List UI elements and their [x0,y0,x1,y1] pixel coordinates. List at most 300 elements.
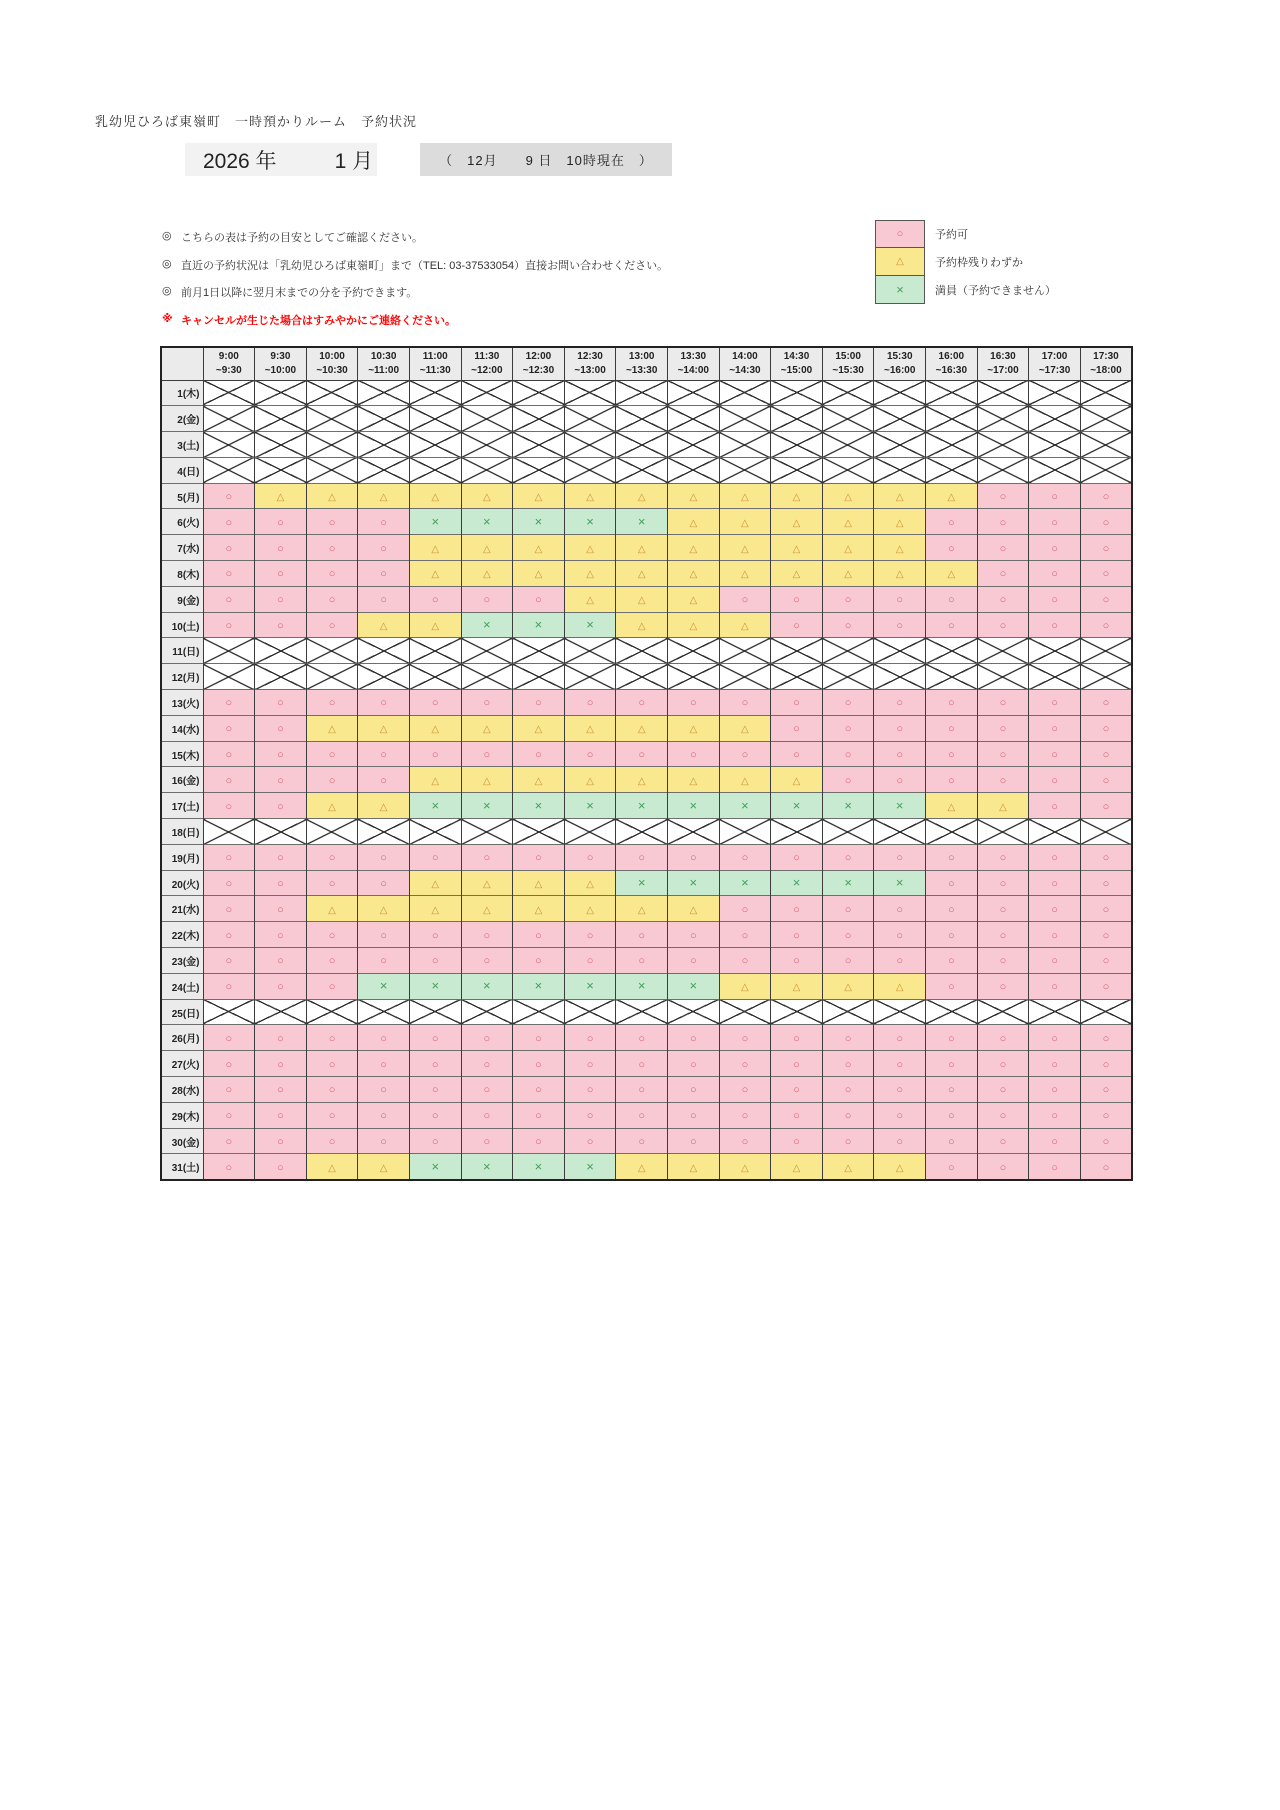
slot-cell-few-remaining [306,793,358,819]
slot-cell-full [513,612,565,638]
slot-cell-available [926,715,978,741]
slot-cell-closed [822,380,874,406]
status-symbol-available: ○ [1102,1161,1110,1174]
slot-cell-few-remaining [667,612,719,638]
slot-cell-few-remaining [306,896,358,922]
slot-cell-full [461,509,513,535]
note-marker: ※ [162,312,173,325]
status-symbol-available: ○ [844,774,852,787]
slot-cell-available [255,922,307,948]
slot-cell-available [616,922,668,948]
legend-swatch-few-remaining [875,248,925,276]
status-symbol-available: ○ [431,929,439,942]
slot-cell-closed [667,380,719,406]
slot-cell-available [306,586,358,612]
status-symbol-available: ○ [225,1058,233,1071]
status-symbol-available: ○ [483,955,491,968]
status-symbol-available: ○ [225,800,233,813]
status-symbol-available: ○ [689,697,697,710]
slot-cell-available [1080,922,1132,948]
day-label: 27(火) [161,1051,203,1077]
slot-cell-closed [926,664,978,690]
slot-cell-available [203,690,255,716]
slot-cell-closed [771,380,823,406]
slot-cell-full [667,870,719,896]
slot-cell-few-remaining [409,561,461,587]
slot-cell-full [616,793,668,819]
slot-cell-available [977,767,1029,793]
status-symbol-few-remaining: △ [895,982,904,994]
status-symbol-available: ○ [380,852,387,865]
status-symbol-available: ○ [277,1110,284,1123]
status-symbol-available: ○ [328,1058,336,1071]
slot-cell-available [203,1102,255,1128]
slot-cell-closed [461,664,513,690]
slot-cell-few-remaining [461,561,513,587]
status-symbol-available: ○ [689,1084,697,1097]
slot-cell-full [461,1154,513,1180]
slot-cell-available [461,690,513,716]
slot-cell-available [1080,483,1132,509]
status-symbol-available: ○ [1102,955,1110,968]
slot-cell-available [461,1077,513,1103]
status-symbol-few-remaining: △ [328,492,336,504]
slot-cell-available [1029,844,1081,870]
status-symbol-available: ○ [535,594,542,607]
status-symbol-full: × [637,875,646,891]
status-symbol-available: ○ [277,723,284,736]
status-symbol-full: × [586,797,594,813]
status-symbol-available: ○ [225,903,233,916]
status-symbol-few-remaining: △ [792,775,801,787]
slot-cell-available [822,612,874,638]
status-symbol-available: ○ [535,1110,542,1123]
status-symbol-available: ○ [380,774,387,787]
status-symbol-available: ○ [535,1058,542,1071]
slot-cell-few-remaining [461,767,513,793]
status-symbol-available: ○ [638,1032,645,1045]
status-symbol-full: × [534,1158,543,1174]
slot-cell-few-remaining [771,483,823,509]
slot-cell-available [255,973,307,999]
status-symbol-available: ○ [948,774,955,787]
status-symbol-few-remaining: △ [637,492,646,504]
slot-cell-closed [409,406,461,432]
status-symbol-few-remaining: △ [586,904,594,916]
slot-cell-available [203,535,255,561]
slot-cell-few-remaining [358,896,410,922]
status-symbol-available: ○ [1051,929,1058,942]
status-symbol-available: ○ [948,697,955,710]
slot-cell-closed [564,638,616,664]
slot-cell-closed [1029,638,1081,664]
status-symbol-available: ○ [535,1136,542,1148]
status-symbol-available: ○ [328,774,336,787]
slot-cell-available [1080,509,1132,535]
status-symbol-full: × [637,978,646,994]
status-symbol-available: ○ [999,955,1007,968]
slot-cell-available [255,509,307,535]
status-symbol-available: ○ [1102,516,1110,529]
slot-cell-closed [874,380,926,406]
slot-cell-closed [409,457,461,483]
slot-cell-closed [461,457,513,483]
slot-cell-available [409,948,461,974]
slot-cell-few-remaining [667,715,719,741]
page-title: 乳幼児ひろば東嶺町 一時預かりルーム 予約状況 [95,114,418,129]
slot-cell-available [822,896,874,922]
day-label: 5(月) [161,483,203,509]
slot-cell-closed [513,819,565,845]
status-symbol-available: ○ [948,1136,955,1148]
slot-cell-available [822,1077,874,1103]
status-symbol-available: ○ [948,1161,955,1174]
slot-cell-available [461,844,513,870]
slot-cell-available [306,922,358,948]
day-row [161,561,1132,587]
status-symbol-available: ○ [277,594,284,607]
slot-cell-closed [926,638,978,664]
slot-cell-few-remaining [822,535,874,561]
time-end: ~16:00 [884,364,916,376]
slot-cell-available [822,690,874,716]
slot-cell-available [358,844,410,870]
day-label: 10(土) [161,612,203,638]
status-symbol-few-remaining: △ [637,569,646,581]
slot-cell-available [977,922,1029,948]
status-symbol-full: × [792,875,801,891]
status-symbol-few-remaining: △ [431,492,440,504]
slot-cell-closed [513,406,565,432]
slot-cell-closed [616,406,668,432]
status-symbol-few-remaining: △ [534,724,543,736]
time-end: ~13:00 [574,364,606,376]
status-symbol-available: ○ [999,1058,1007,1071]
status-symbol-available: ○ [1102,749,1110,762]
slot-cell-closed [564,999,616,1025]
status-symbol-available: ○ [328,697,336,710]
table-body [161,380,1132,1180]
slot-cell-available [461,948,513,974]
slot-cell-available [1029,612,1081,638]
status-symbol-available: ○ [328,852,336,865]
slot-cell-available [926,690,978,716]
slot-cell-available [255,767,307,793]
time-end: ~12:00 [471,364,503,376]
status-symbol-available: ○ [844,1084,852,1097]
slot-cell-available [255,870,307,896]
slot-cell-few-remaining [977,793,1029,819]
slot-cell-available [358,1102,410,1128]
slot-cell-available [255,1077,307,1103]
slot-cell-closed [564,432,616,458]
status-symbol-available: ○ [793,955,800,968]
slot-cell-available [1080,612,1132,638]
status-symbol-few-remaining: △ [328,801,336,813]
slot-cell-available [564,1102,616,1128]
day-row [161,844,1132,870]
slot-cell-available [822,1102,874,1128]
status-symbol-full: × [792,797,801,813]
status-symbol-available: ○ [277,542,284,555]
slot-cell-few-remaining [306,483,358,509]
slot-cell-closed [358,406,410,432]
slot-cell-closed [874,819,926,845]
slot-cell-available [564,1077,616,1103]
slot-cell-available [1029,767,1081,793]
slot-cell-closed [771,406,823,432]
status-symbol-available: ○ [431,594,439,607]
slot-cell-available [977,1102,1029,1128]
slot-cell-closed [255,664,307,690]
slot-cell-available [926,844,978,870]
slot-cell-available [771,612,823,638]
time-start: 17:30 [1093,351,1119,363]
legend-symbol-available: ○ [896,227,904,240]
status-symbol-available: ○ [380,878,387,891]
status-symbol-few-remaining: △ [792,543,801,555]
slot-cell-few-remaining [461,870,513,896]
slot-cell-few-remaining [822,561,874,587]
status-symbol-available: ○ [225,749,233,762]
slot-cell-closed [616,638,668,664]
slot-cell-available [926,870,978,896]
slot-cell-closed [874,664,926,690]
notes-list [162,229,668,339]
status-symbol-few-remaining: △ [792,982,801,994]
status-symbol-few-remaining: △ [483,775,491,787]
time-end: ~10:30 [316,364,348,376]
day-row [161,922,1132,948]
status-symbol-available: ○ [896,852,904,865]
slot-cell-few-remaining [409,896,461,922]
status-symbol-few-remaining: △ [792,1162,801,1174]
status-symbol-few-remaining: △ [637,724,646,736]
slot-cell-available [358,586,410,612]
status-symbol-available: ○ [948,516,955,529]
day-row [161,1128,1132,1154]
slot-cell-available [203,509,255,535]
status-symbol-available: ○ [1102,542,1110,555]
slot-cell-few-remaining [771,973,823,999]
slot-cell-few-remaining [874,483,926,509]
status-symbol-few-remaining: △ [586,543,594,555]
slot-cell-available [513,1128,565,1154]
slot-cell-available [1029,741,1081,767]
slot-cell-available [874,586,926,612]
slot-cell-closed [977,457,1029,483]
slot-cell-available [255,612,307,638]
slot-cell-available [1080,690,1132,716]
status-symbol-available: ○ [277,981,284,994]
slot-cell-closed [255,380,307,406]
slot-cell-closed [461,638,513,664]
slot-cell-closed [977,432,1029,458]
slot-cell-available [203,741,255,767]
day-label: 3(土) [161,432,203,458]
slot-cell-available [1080,1025,1132,1051]
slot-cell-available [822,1051,874,1077]
slot-cell-available [513,922,565,948]
slot-cell-available [409,741,461,767]
slot-cell-closed [719,406,771,432]
day-row [161,741,1132,767]
status-symbol-available: ○ [380,1058,387,1071]
slot-cell-closed [513,638,565,664]
slot-cell-closed [667,664,719,690]
slot-cell-available [771,586,823,612]
status-symbol-available: ○ [535,1032,542,1045]
status-symbol-full: × [483,797,491,813]
status-symbol-available: ○ [844,903,852,916]
slot-cell-closed [719,380,771,406]
status-symbol-available: ○ [1102,491,1110,504]
status-symbol-full: × [431,797,440,813]
status-symbol-full: × [483,1158,491,1174]
slot-cell-full [564,612,616,638]
slot-cell-closed [926,380,978,406]
slot-cell-closed [1080,638,1132,664]
status-symbol-available: ○ [328,1032,336,1045]
slot-cell-available [1080,896,1132,922]
slot-cell-full [461,612,513,638]
status-symbol-few-remaining: △ [844,1162,852,1174]
status-symbol-available: ○ [1102,929,1110,942]
time-header-cell [667,347,719,380]
status-symbol-available: ○ [948,1032,955,1045]
slot-cell-available [1080,767,1132,793]
slot-cell-available [409,1077,461,1103]
status-symbol-available: ○ [999,1110,1007,1123]
time-end: ~13:30 [625,364,658,376]
status-symbol-available: ○ [689,1110,697,1123]
status-symbol-available: ○ [535,929,542,942]
slot-cell-available [255,715,307,741]
slot-cell-closed [616,819,668,845]
status-symbol-available: ○ [999,1161,1007,1174]
time-header-cell [822,347,874,380]
note-marker: ◎ [162,230,172,242]
status-symbol-few-remaining: △ [895,517,904,529]
time-header-cell [1080,347,1132,380]
day-label: 13(火) [161,690,203,716]
slot-cell-available [926,1102,978,1128]
status-symbol-available: ○ [948,878,955,891]
status-symbol-available: ○ [431,852,439,865]
status-symbol-available: ○ [586,852,594,865]
slot-cell-available [358,1025,410,1051]
status-symbol-available: ○ [586,1110,594,1123]
status-symbol-available: ○ [638,929,645,942]
status-symbol-available: ○ [535,749,542,762]
status-symbol-available: ○ [277,955,284,968]
slot-cell-few-remaining [667,896,719,922]
status-symbol-available: ○ [1051,1032,1058,1045]
time-header-cell [203,347,255,380]
status-symbol-available: ○ [638,1084,645,1097]
slot-cell-closed [564,380,616,406]
slot-cell-available [874,1051,926,1077]
status-symbol-available: ○ [999,516,1007,529]
slot-cell-available [255,741,307,767]
slot-cell-available [513,1051,565,1077]
slot-cell-closed [358,638,410,664]
slot-cell-available [874,767,926,793]
status-symbol-available: ○ [793,749,800,762]
day-row [161,432,1132,458]
slot-cell-available [1080,1102,1132,1128]
status-symbol-available: ○ [1051,955,1058,968]
status-symbol-available: ○ [380,749,387,762]
slot-cell-available [1080,973,1132,999]
status-symbol-available: ○ [483,697,491,710]
slot-cell-few-remaining [926,483,978,509]
slot-cell-available [1029,896,1081,922]
slot-cell-available [513,948,565,974]
status-symbol-available: ○ [225,1110,233,1123]
info-note [162,229,668,245]
slot-cell-closed [461,432,513,458]
slot-cell-full [771,793,823,819]
slot-cell-available [771,741,823,767]
status-symbol-available: ○ [1051,1058,1058,1071]
status-symbol-available: ○ [844,852,852,865]
slot-cell-available [255,1102,307,1128]
slot-cell-available [977,741,1029,767]
slot-cell-closed [409,819,461,845]
day-row [161,612,1132,638]
time-end: ~12:30 [522,364,555,376]
status-symbol-available: ○ [328,1084,336,1097]
status-symbol-full: × [483,617,491,633]
status-symbol-available: ○ [896,903,904,916]
slot-cell-available [255,1051,307,1077]
slot-cell-closed [564,664,616,690]
status-symbol-available: ○ [1051,491,1058,504]
status-symbol-available: ○ [844,594,852,607]
status-symbol-available: ○ [586,1032,594,1045]
slot-cell-full [564,973,616,999]
slot-cell-closed [822,406,874,432]
slot-cell-available [926,948,978,974]
slot-cell-few-remaining [513,561,565,587]
slot-cell-few-remaining [667,586,719,612]
legend-item-full [875,276,1056,304]
slot-cell-available [461,1025,513,1051]
slot-cell-full [874,793,926,819]
status-symbol-few-remaining: △ [947,569,956,581]
slot-cell-closed [771,664,823,690]
slot-cell-closed [255,638,307,664]
day-label: 4(日) [161,457,203,483]
status-symbol-available: ○ [328,955,336,968]
status-symbol-few-remaining: △ [586,492,594,504]
slot-cell-few-remaining [358,715,410,741]
slot-cell-available [1029,1154,1081,1180]
status-symbol-available: ○ [948,981,955,994]
day-row [161,948,1132,974]
slot-cell-available [564,690,616,716]
slot-cell-available [771,1051,823,1077]
legend-swatch-available [875,220,925,248]
status-symbol-available: ○ [741,903,749,916]
slot-cell-available [358,535,410,561]
slot-cell-few-remaining [616,586,668,612]
slot-cell-closed [1080,380,1132,406]
slot-cell-closed [1029,999,1081,1025]
slot-cell-available [513,844,565,870]
slot-cell-available [203,483,255,509]
